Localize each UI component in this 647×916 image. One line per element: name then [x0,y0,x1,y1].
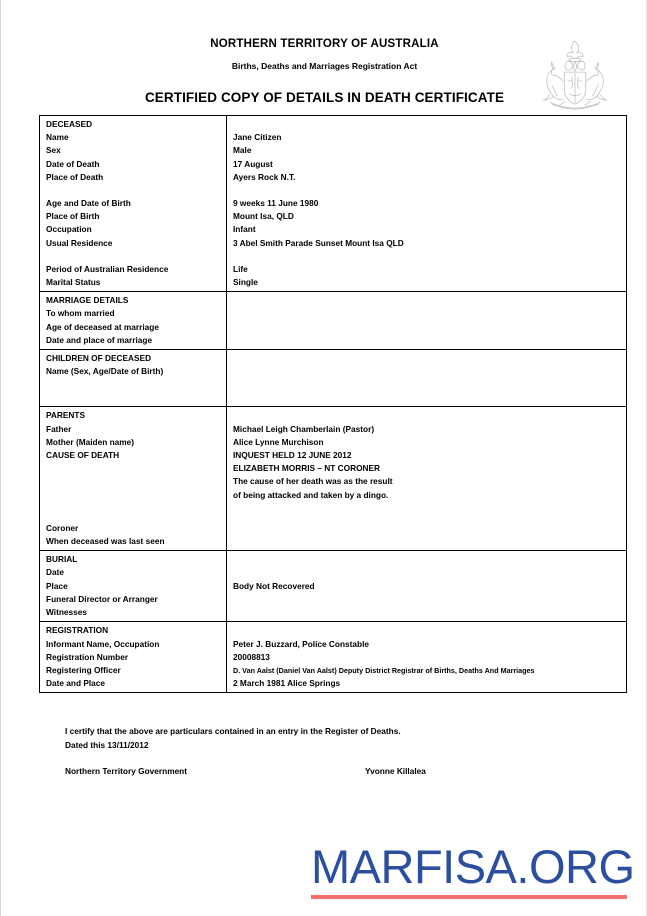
table-row [40,462,626,475]
row-label: Period of Australian Residence [46,263,169,274]
row-label: Occupation [46,224,92,235]
row-value: 20008813 [233,651,270,662]
section-heading-registration: REGISTRATION [46,625,109,636]
row-value: Ayers Rock N.T. [233,171,296,182]
table-row [40,423,626,436]
section-registration [40,622,626,692]
section-heading-deceased: DECEASED [46,119,93,129]
table-row [40,276,626,289]
table-row [40,131,626,144]
row-spacer [40,515,626,522]
row-label: Mother (Maiden name) [46,436,135,447]
row-label: Place of Death [46,171,104,182]
table-row [40,651,626,664]
column-divider [226,292,227,349]
row-label: Coroner [46,522,79,533]
row-value: Mount Isa, QLD [233,211,294,222]
section-heading-parents: PARENTS [46,410,86,421]
row-spacer [40,378,626,391]
table-row [40,158,626,171]
table-row [40,365,626,378]
row-label: Marital Status [46,277,101,288]
row-spacer [40,502,626,515]
table-row [40,197,626,210]
section-children-of-deceased [40,350,626,407]
table-row-cause-of-death [40,449,626,462]
certificate-details-table [39,115,627,693]
table-row [40,237,626,250]
act-subtitle: Births, Deaths and Marriages Registration Act [231,61,418,71]
table-row [40,263,626,276]
signatory-name: Yvonne Killalea [365,766,426,776]
column-divider [226,350,227,406]
row-label: Registration Number [46,651,129,662]
table-row [40,677,626,690]
section-heading-row [40,624,626,637]
section-marriage-details [40,292,626,350]
row-value: Life [233,263,248,274]
table-row [40,664,626,677]
row-label-cause-of-death: CAUSE OF DEATH [46,450,120,461]
row-label: Funeral Director or Arranger [46,593,158,604]
row-label: Name [46,132,69,143]
row-label: When deceased was last seen [46,536,165,547]
row-value: ELIZABETH MORRIS – NT CORONER [233,463,381,474]
table-row [40,593,626,606]
column-divider [226,622,227,692]
certify-line: I certify that the above are particulars contained in an entry in the Register of Deaths. [65,726,401,736]
column-divider [226,407,227,550]
row-value: Peter J. Buzzard, Police Constable [233,638,370,649]
watermark-underline-bar [311,895,627,899]
row-spacer [40,184,626,197]
table-row [40,210,626,223]
section-parents-cause-of-death [40,407,626,551]
row-label: Place [46,580,68,591]
row-spacer [40,391,626,404]
row-label: Date and place of marriage [46,334,153,345]
table-row [40,436,626,449]
coat-of-arms-icon [536,38,614,112]
row-value: 9 weeks 11 June 1980 [233,198,319,209]
section-heading-burial: BURIAL [46,554,78,565]
row-value: Alice Lynne Murchison [233,436,324,447]
table-row [40,144,626,157]
row-label: Date of Death [46,158,100,169]
section-heading-marriage: MARRIAGE DETAILS [46,295,129,306]
table-row [40,321,626,334]
row-value: D. Van Aalst (Daniel Van Aalst) Deputy District Registrar of Births, Deaths And Marriages [233,665,535,675]
government-name: Northern Territory Government [65,766,188,776]
table-row [40,223,626,236]
row-value: of being attacked and taken by a dingo. [233,489,389,500]
table-row [40,580,626,593]
table-row [40,535,626,548]
row-value: 2 March 1981 Alice Springs [233,678,341,689]
row-label: Witnesses [46,607,87,618]
row-value: The cause of her death was as the result [233,476,393,487]
marfisa-watermark-logo [311,840,635,899]
section-heading-row [40,352,626,365]
row-label: Sex [46,145,61,156]
row-label: Place of Birth [46,211,100,222]
signature-block [65,766,485,776]
row-label: Father [46,423,72,434]
table-row [40,307,626,320]
row-value: Single [233,277,258,288]
row-label: Age and Date of Birth [46,198,131,209]
table-row [40,606,626,619]
row-spacer [40,250,626,263]
dated-line: Dated this 13/11/2012 [65,740,149,750]
row-value-cause-of-death: INQUEST HELD 12 JUNE 2012 [233,450,352,461]
row-label: Registering Officer [46,664,121,675]
column-divider [226,551,227,621]
row-value: Jane Citizen [233,132,282,143]
row-value: 17 August [233,158,273,169]
row-label: Usual Residence [46,237,113,248]
row-value: 3 Abel Smith Parade Sunset Mount Isa QLD [233,237,404,248]
row-value: Michael Leigh Chamberlain (Pastor) [233,423,375,434]
row-value: Male [233,145,252,156]
row-label: Age of deceased at marriage [46,321,159,332]
section-heading-children: CHILDREN OF DECEASED [46,353,152,364]
page-title: NORTHERN TERRITORY OF AUSTRALIA [210,38,439,50]
row-label: Date [46,567,64,578]
section-heading-row [40,553,626,566]
row-label: Informant Name, Occupation [46,638,160,649]
section-heading-row [40,118,626,131]
row-label: Date and Place [46,678,106,689]
table-row [40,489,626,502]
table-row [40,475,626,488]
section-deceased [40,116,626,292]
table-row [40,638,626,651]
table-row [40,334,626,347]
table-row [40,522,626,535]
watermark-text: MARFISA.ORG [311,840,635,893]
section-heading-row [40,409,626,422]
section-heading-row [40,294,626,307]
column-divider [226,116,227,291]
certification-statement [65,724,401,752]
row-label: Name (Sex, Age/Date of Birth) [46,366,164,377]
section-burial [40,551,626,622]
table-row [40,566,626,579]
row-value: Infant [233,224,256,235]
row-value: Body Not Recovered [233,580,315,591]
row-label: To whom married [46,308,115,319]
certificate-main-title: CERTIFIED COPY OF DETAILS IN DEATH CERTIFICATE [144,90,505,105]
table-row [40,171,626,184]
